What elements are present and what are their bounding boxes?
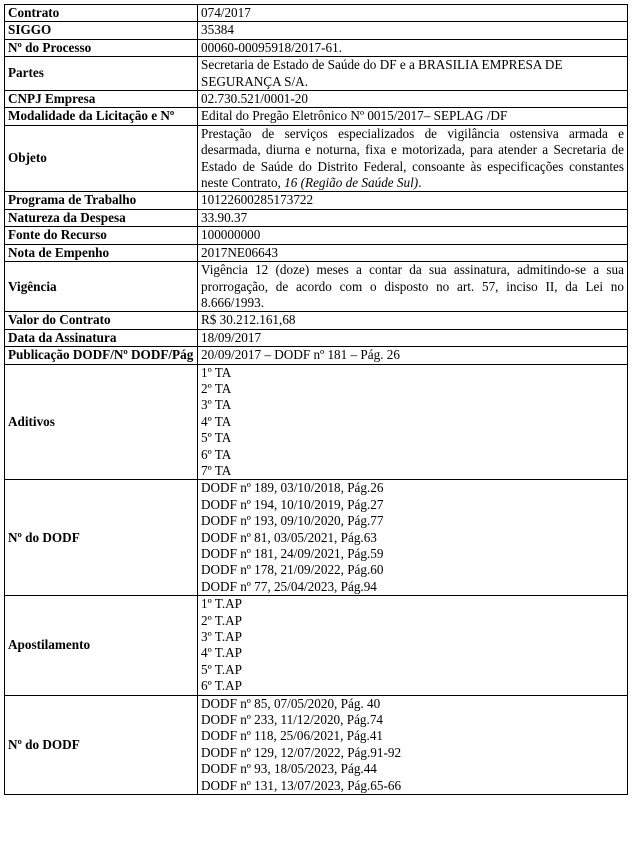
list-item: DODF nº 181, 24/09/2021, Pág.59 — [201, 546, 384, 561]
label-valor: Valor do Contrato — [5, 312, 198, 329]
value-publicacao: 20/09/2017 – DODF nº 181 – Pág. 26 — [198, 347, 628, 364]
row-fonte — [5, 227, 628, 244]
row-assinatura — [5, 329, 628, 346]
row-modalidade — [5, 108, 628, 125]
value-siggo: 35384 — [198, 22, 628, 39]
label-processo: Nº do Processo — [5, 39, 198, 56]
row-contrato — [5, 5, 628, 22]
contract-summary-table — [4, 4, 628, 795]
row-aditivos — [5, 364, 628, 480]
label-natureza: Natureza da Despesa — [5, 209, 198, 226]
label-empenho: Nota de Empenho — [5, 244, 198, 261]
list-item: DODF nº 193, 09/10/2020, Pág.77 — [201, 513, 384, 529]
label-dodf-apostilamento: Nº do DODF — [5, 695, 198, 794]
list-item: DODF nº 81, 03/05/2021, Pág.63 — [201, 529, 377, 545]
list-item: DODF nº 178, 21/09/2022, Pág.60 — [201, 562, 384, 578]
value-partes: Secretaria de Estado de Saúde do DF e a BRASILIA EMPRESA DE SEGURANÇA S/A. — [198, 57, 628, 91]
list-item: 2º TA — [201, 380, 232, 396]
label-assinatura: Data da Assinatura — [5, 329, 198, 346]
label-siggo: SIGGO — [5, 22, 198, 39]
list-item: 6º TA — [201, 446, 232, 462]
row-dodf-apostilamento — [5, 695, 628, 794]
row-vigencia — [5, 262, 628, 312]
value-empenho: 2017NE06643 — [198, 244, 628, 261]
label-programa: Programa de Trabalho — [5, 192, 198, 209]
row-partes — [5, 57, 628, 91]
row-siggo — [5, 22, 628, 39]
objeto-text-end: . — [418, 175, 422, 191]
list-item: 2º T.AP — [201, 612, 242, 628]
value-dodf-apostilamento — [198, 695, 628, 794]
label-modalidade: Modalidade da Licitação e Nº — [5, 108, 198, 125]
label-cnpj: CNPJ Empresa — [5, 91, 198, 108]
objeto-italic-text: 16 (Região de Saúde Sul) — [284, 175, 419, 191]
value-aditivos — [198, 364, 628, 480]
row-valor — [5, 312, 628, 329]
row-empenho — [5, 244, 628, 261]
value-objeto — [198, 125, 628, 192]
row-apostilamento — [5, 596, 628, 695]
list-item: 3º TA — [201, 397, 232, 413]
list-item: DODF nº 93, 18/05/2023, Pág.44 — [201, 761, 377, 777]
list-item: DODF nº 131, 13/07/2023, Pág.65-66 — [201, 777, 402, 793]
list-item: 7º TA — [201, 462, 232, 478]
list-item: 4º T.AP — [201, 645, 242, 661]
list-item: DODF nº 189, 03/10/2018, Pág.26 — [201, 480, 384, 496]
list-item: 1º T.AP — [201, 596, 242, 612]
list-item: 5º TA — [201, 430, 232, 446]
list-item: 4º TA — [201, 413, 232, 429]
value-apostilamento — [198, 596, 628, 695]
row-objeto — [5, 125, 628, 192]
label-objeto: Objeto — [5, 125, 198, 192]
value-programa: 10122600285173722 — [198, 192, 628, 209]
row-natureza — [5, 209, 628, 226]
row-processo — [5, 39, 628, 56]
row-dodf-aditivos — [5, 480, 628, 596]
list-item: DODF nº 129, 12/07/2022, Pág.91-92 — [201, 744, 402, 760]
value-valor: R$ 30.212.161,68 — [198, 312, 628, 329]
value-cnpj: 02.730.521/0001-20 — [198, 91, 628, 108]
value-modalidade: Edital do Pregão Eletrônico Nº 0015/2017– SEPLAG /DF — [198, 108, 628, 125]
row-programa — [5, 192, 628, 209]
objeto-text: Prestação de serviços especializados de vigilância ostensiva armada e desarmada, diurna e noturna, fixa e motorizada, para atender a Secretaria de Estado de Saúde do Distrito Federal, consoante às especificações constantes neste Contrato, — [201, 125, 624, 191]
value-fonte: 100000000 — [198, 227, 628, 244]
label-partes: Partes — [5, 57, 198, 91]
value-assinatura: 18/09/2017 — [198, 329, 628, 346]
list-item: 3º T.AP — [201, 629, 242, 645]
value-processo: 00060-00095918/2017-61. — [198, 39, 628, 56]
list-item: DODF nº 194, 10/10/2019, Pág.27 — [201, 496, 384, 512]
label-aditivos: Aditivos — [5, 364, 198, 480]
label-dodf-aditivos: Nº do DODF — [5, 480, 198, 596]
list-item: 5º T.AP — [201, 661, 242, 677]
value-vigencia: Vigência 12 (doze) meses a contar da sua assinatura, admitindo-se a sua prorrogação, de acordo com o disposto no art. 57, inciso II, da Lei no 8.666/1993. — [198, 262, 628, 312]
label-apostilamento: Apostilamento — [5, 596, 198, 695]
label-fonte: Fonte do Recurso — [5, 227, 198, 244]
list-item: DODF nº 233, 11/12/2020, Pág.74 — [201, 712, 384, 728]
label-publicacao: Publicação DODF/Nº DODF/Pág — [5, 347, 198, 364]
row-cnpj — [5, 91, 628, 108]
row-publicacao — [5, 347, 628, 364]
label-vigencia: Vigência — [5, 262, 198, 312]
value-contrato: 074/2017 — [198, 5, 628, 22]
label-contrato: Contrato — [5, 5, 198, 22]
value-dodf-aditivos — [198, 480, 628, 596]
value-natureza: 33.90.37 — [198, 209, 628, 226]
list-item: DODF nº 77, 25/04/2023, Pág.94 — [201, 578, 377, 594]
list-item: 1º TA — [201, 364, 232, 380]
list-item: DODF nº 118, 25/06/2021, Pág.41 — [201, 728, 384, 744]
list-item: 6º T.AP — [201, 678, 242, 694]
list-item: DODF nº 85, 07/05/2020, Pág. 40 — [201, 695, 381, 711]
